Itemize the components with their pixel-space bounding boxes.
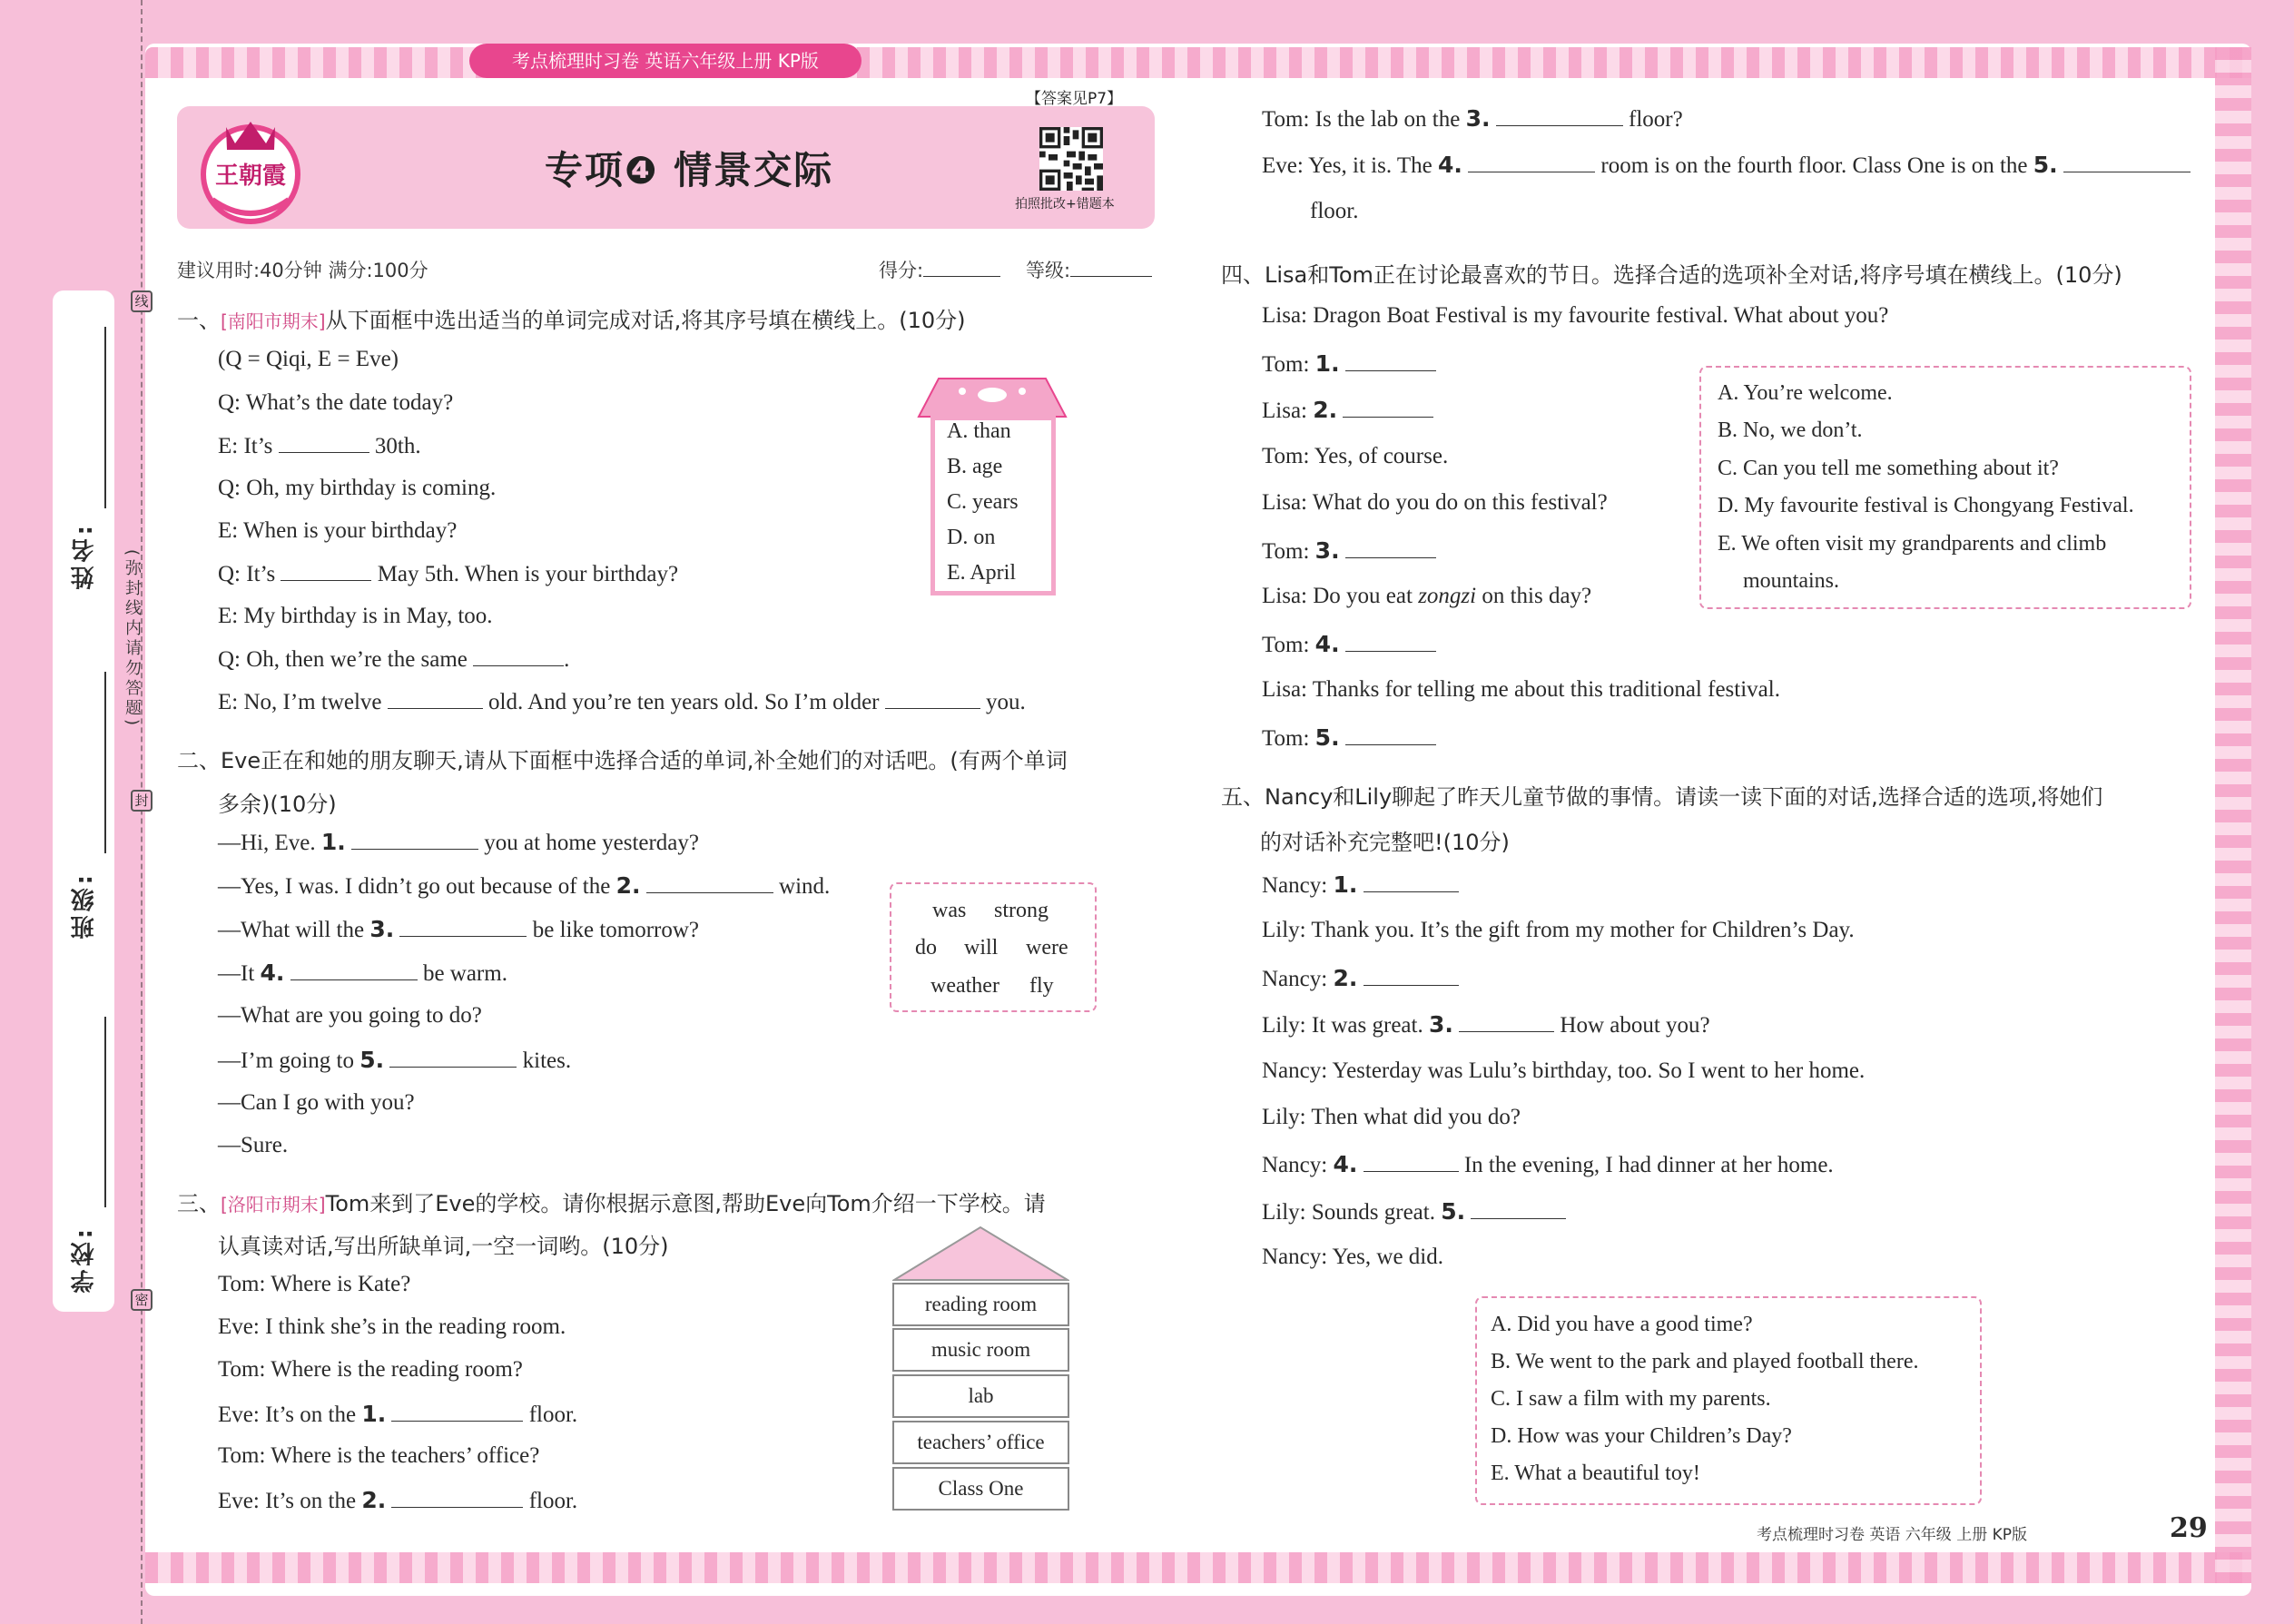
dialog-line: —Yes, I was. I didn’t go out because of the 2. wind.	[218, 872, 831, 899]
dialog-line: Lily: Then what did you do?	[1262, 1105, 1521, 1129]
section5-heading: 五、Nancy和Lily聊起了昨天儿童节做的事情。请读一读下面的对话,选择合适的选项,将她们	[1221, 784, 2103, 810]
dialog-line: Lily: It was great. 3. How about you?	[1262, 1011, 1710, 1038]
dialog-line: Lisa: Do you eat zongzi on this day?	[1262, 584, 1592, 608]
section3-heading: 三、[洛阳市期末]Tom来到了Eve的学校。请你根据示意图,帮助Eve向Tom介绍一下学校。请	[177, 1191, 1046, 1216]
option-item: A. than	[947, 419, 1011, 443]
seal-mark-mid: 封	[131, 790, 153, 812]
answer-blank[interactable]	[1364, 966, 1459, 986]
house-roof-icon	[917, 375, 1068, 418]
dialog-line: Lily: Thank you. It’s the gift from my mother for Children’s Day.	[1262, 918, 1855, 942]
answer-blank[interactable]	[281, 561, 371, 581]
answer-blank[interactable]	[1343, 398, 1433, 418]
answer-blank[interactable]	[646, 873, 773, 893]
word-bank-item: will	[964, 936, 999, 960]
publisher-logo	[194, 109, 308, 227]
answer-blank[interactable]	[885, 689, 980, 709]
qr-caption: 拍照批改+错题本	[1015, 197, 1115, 212]
dialog-line: Lily: Sounds great. 5.	[1262, 1198, 1566, 1225]
section3-heading-cont: 认真读对话,写出所缺单词,一空一词哟。(10分)	[218, 1234, 669, 1259]
option-item: D. My favourite festival is Chongyang Festival.	[1718, 494, 2134, 517]
qr-code-icon[interactable]	[1039, 127, 1103, 191]
option-item: B. age	[947, 455, 1003, 478]
answer-blank[interactable]	[1468, 153, 1595, 172]
dialog-line: Tom: Where is the teachers’ office?	[218, 1443, 540, 1468]
word-bank-item: fly	[1029, 974, 1054, 998]
answer-blank[interactable]	[2063, 153, 2191, 172]
dialog-line: Nancy: Yes, we did.	[1262, 1245, 1443, 1269]
dialog-line: Tom: Is the lab on the 3. floor?	[1262, 105, 1683, 132]
answer-blank[interactable]	[1345, 725, 1436, 745]
answer-reference: 【答案见P7】	[1026, 90, 1123, 108]
word-bank-item: strong	[994, 899, 1049, 922]
school-label: 学校:	[71, 1225, 98, 1294]
option-item: mountains.	[1743, 569, 1839, 593]
word-bank-item: do	[915, 936, 937, 960]
section5-heading-cont: 的对话补充完整吧!(10分)	[1260, 830, 1510, 855]
answer-blank[interactable]	[279, 433, 369, 453]
dialog-line: Lisa: What do you do on this festival?	[1262, 490, 1608, 515]
seal-mark-bottom: 密	[131, 1289, 153, 1311]
seal-mark-top: 线	[131, 290, 153, 312]
dialog-line: —What are you going to do?	[218, 1003, 482, 1028]
answer-blank[interactable]	[391, 1488, 523, 1508]
word-bank-item: was	[932, 899, 967, 922]
class-field[interactable]	[104, 672, 106, 853]
building-floor: teachers’ office	[892, 1421, 1069, 1464]
dialog-line: E: No, I’m twelve old. And you’re ten years old. So I’m older you.	[218, 690, 1026, 714]
dialog-line: Eve: Yes, it is. The 4. room is on the fourth floor. Class One is on the 5.	[1262, 152, 2191, 179]
dialog-line: Lisa: Dragon Boat Festival is my favourite festival. What about you?	[1262, 303, 1889, 328]
answer-blank[interactable]	[351, 830, 478, 850]
building-floor: Class One	[892, 1467, 1069, 1511]
grade-field[interactable]	[1026, 256, 1152, 283]
answer-blank[interactable]	[473, 646, 564, 666]
option-item: D. How was your Children’s Day?	[1491, 1424, 1792, 1448]
bottom-wavy-border	[145, 1552, 2251, 1583]
score-label: 得分:	[879, 260, 924, 281]
dialog-line: Q: Oh, my birthday is coming.	[218, 476, 497, 500]
answer-blank[interactable]	[399, 917, 527, 937]
dialog-line: Eve: It’s on the 1. floor.	[218, 1401, 578, 1427]
option-item: C. years	[947, 490, 1019, 514]
logo-text: 王朝霞	[214, 162, 287, 190]
dialog-line: Nancy: 1.	[1262, 871, 1459, 899]
option-item: E. April	[947, 561, 1016, 585]
option-item: A. Did you have a good time?	[1491, 1313, 1753, 1336]
dialog-line: Tom: Where is Kate?	[218, 1272, 411, 1296]
answer-blank[interactable]	[1471, 1199, 1566, 1219]
dialog-line: —I’m going to 5. kites.	[218, 1047, 572, 1073]
building-floor: reading room	[892, 1283, 1069, 1326]
dialog-line: Tom: 4.	[1262, 631, 1436, 658]
answer-blank[interactable]	[1345, 632, 1436, 652]
dialog-line: Eve: I think she’s in the reading room.	[218, 1314, 566, 1339]
answer-blank[interactable]	[1364, 872, 1459, 892]
dialog-line: Nancy: 2.	[1262, 965, 1459, 992]
dialog-line: Tom: 1.	[1262, 350, 1436, 378]
dialog-line: —What will the 3. be like tomorrow?	[218, 916, 700, 942]
answer-blank[interactable]	[1345, 351, 1436, 371]
word-bank-item: weather	[930, 974, 999, 998]
dialog-line: Lisa: 2.	[1262, 397, 1433, 424]
seal-note: (弥封线内请勿答题)	[123, 549, 142, 730]
option-item: C. Can you tell me something about it?	[1718, 457, 2059, 480]
option-item: A. You’re welcome.	[1718, 381, 1893, 405]
answer-blank[interactable]	[389, 1048, 517, 1068]
answer-blank[interactable]	[290, 960, 418, 980]
section2-heading: 二、Eve正在和她的朋友聊天,请从下面框中选择合适的单词,补全她们的对话吧。(有两个单词	[177, 748, 1068, 773]
dialog-line: Tom: 5.	[1262, 724, 1436, 752]
answer-blank[interactable]	[388, 689, 483, 709]
dialog-line: E: My birthday is in May, too.	[218, 604, 493, 628]
top-wavy-border	[145, 47, 2251, 78]
answer-blank[interactable]	[1364, 1152, 1459, 1172]
dialog-line: E: When is your birthday?	[218, 518, 458, 543]
option-item: D. on	[947, 526, 996, 549]
dialog-line: Tom: 3.	[1262, 537, 1436, 565]
school-field[interactable]	[104, 1017, 106, 1207]
dialog-line: —Sure.	[218, 1133, 289, 1157]
dialog-line: —It 4. be warm.	[218, 960, 507, 986]
time-info: 建议用时:40分钟 满分:100分	[177, 260, 428, 281]
page-number: 29	[2170, 1512, 2208, 1544]
footer-text: 考点梳理时习卷 英语 六年级 上册 KP版	[1757, 1526, 2028, 1544]
word-bank-item: were	[1026, 936, 1068, 960]
option-item: B. We went to the park and played football there.	[1491, 1350, 1919, 1373]
building-floor: lab	[892, 1374, 1069, 1418]
dialog-line: Lisa: Thanks for telling me about this traditional festival.	[1262, 677, 1780, 702]
grade-label: 等级:	[1026, 260, 1071, 281]
dialog-line: Nancy: 4. In the evening, I had dinner at her home.	[1262, 1151, 1834, 1177]
dialog-line: Nancy: Yesterday was Lulu’s birthday, too. So I went to her home.	[1262, 1058, 1866, 1083]
section1-heading: 一、[南阳市期末]从下面框中选出适当的单词完成对话,将其序号填在横线上。(10分)	[177, 308, 966, 333]
dialog-line: (Q = Qiqi, E = Eve)	[218, 347, 399, 371]
dialog-line: Q: Oh, then we’re the same .	[218, 647, 570, 672]
section2-heading-cont: 多余)(10分)	[218, 792, 337, 817]
option-item: E. What a beautiful toy!	[1491, 1462, 1700, 1485]
dialog-line: Tom: Where is the reading room?	[218, 1357, 523, 1382]
answer-blank[interactable]	[1496, 106, 1623, 126]
dialog-line: Q: It’s May 5th. When is your birthday?	[218, 562, 679, 586]
name-label: 姓名:	[71, 522, 98, 590]
option-item: C. I saw a film with my parents.	[1491, 1387, 1771, 1411]
dialog-line: —Can I go with you?	[218, 1090, 415, 1115]
building-roof-icon	[892, 1225, 1069, 1282]
page-title: 专项❹ 情景交际	[545, 148, 834, 192]
class-label: 班级:	[71, 871, 98, 940]
dialog-line: Tom: Yes, of course.	[1262, 444, 1449, 468]
dialog-line: Eve: It’s on the 2. floor.	[218, 1487, 578, 1513]
right-wavy-border	[2215, 47, 2251, 1583]
seal-line	[141, 0, 143, 1624]
name-field[interactable]	[104, 327, 106, 508]
option-item: E. We often visit my grandparents and climb	[1718, 532, 2107, 556]
answer-blank[interactable]	[1459, 1012, 1554, 1032]
dialog-line: —Hi, Eve. 1. you at home yesterday?	[218, 829, 699, 855]
score-field[interactable]	[879, 256, 1000, 283]
option-item: B. No, we don’t.	[1718, 418, 1863, 442]
section4-heading: 四、Lisa和Tom正在讨论最喜欢的节日。选择合适的选项补全对话,将序号填在横线上。(10分)	[1221, 262, 2122, 288]
dialog-line: E: It’s 30th.	[218, 434, 421, 458]
building-floor: music room	[892, 1328, 1069, 1372]
dialog-line: Q: What’s the date today?	[218, 390, 454, 415]
answer-blank[interactable]	[391, 1402, 523, 1422]
dialog-line: floor.	[1310, 199, 1359, 223]
answer-blank[interactable]	[1345, 538, 1436, 558]
series-tab: 考点梳理时习卷 英语六年级上册 KP版	[469, 44, 861, 78]
